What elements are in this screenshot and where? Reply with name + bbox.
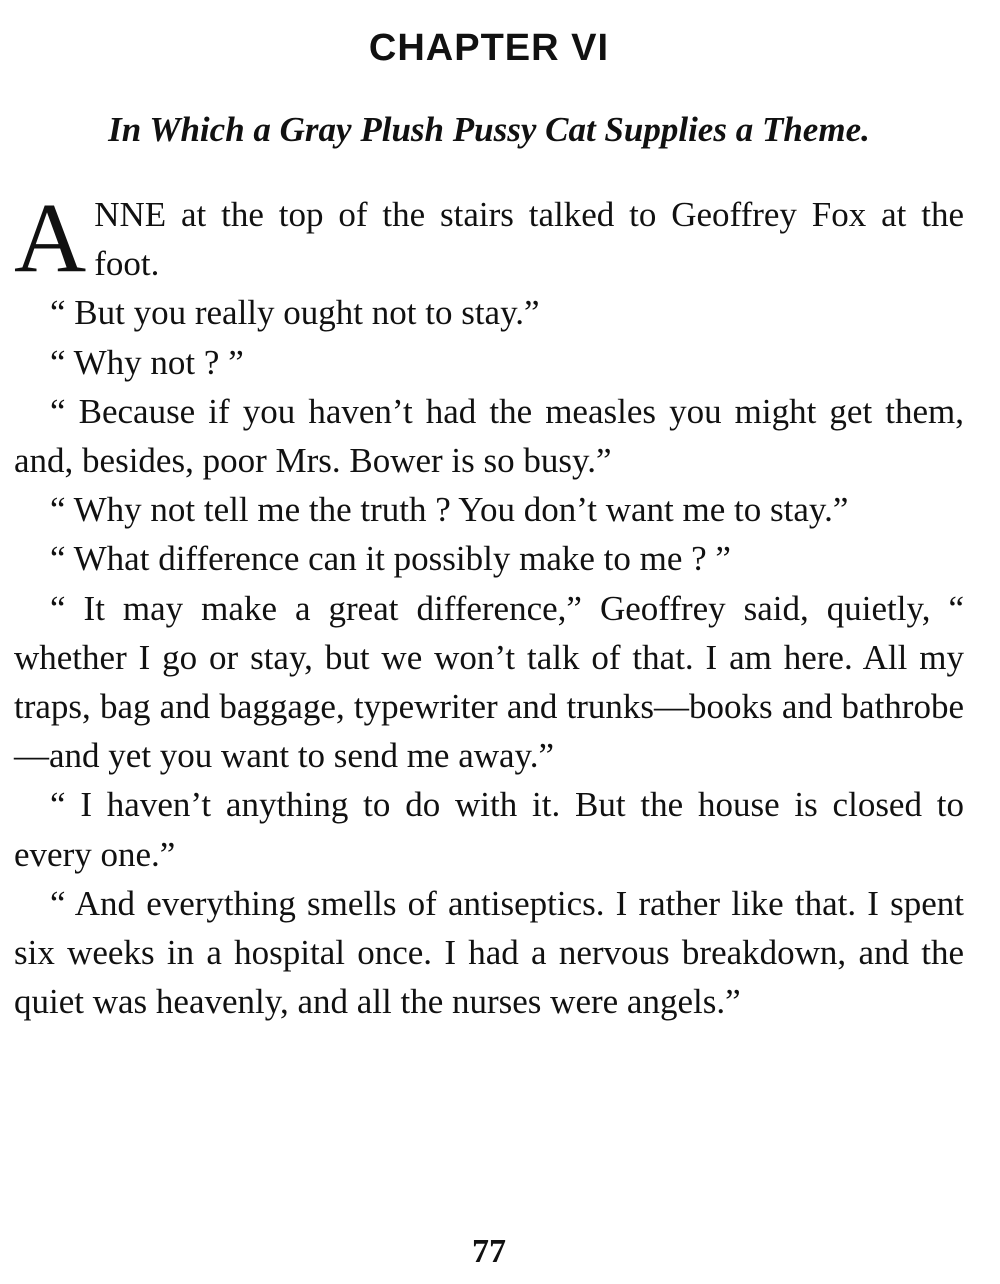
paragraph: “ Why not ? ” — [50, 342, 244, 382]
paragraph — [14, 182, 964, 293]
paragraph: “ Because if you haven’t had the measles you might get them, and, besides, poor Mrs. Bower is so busy.” — [14, 391, 964, 481]
drop-cap: A — [14, 182, 87, 293]
paragraph: “ Why not tell me the truth ? You don’t want me to stay.” — [50, 490, 849, 530]
paragraph: “ But you really ought not to stay.” — [50, 293, 540, 333]
chapter-title: CHAPTER VI — [368, 27, 610, 69]
paragraph: “ What difference can it possibly make to me ? ” — [50, 539, 731, 579]
body-text — [14, 182, 964, 1026]
book-page — [14, 0, 964, 1284]
paragraph: “ I haven’t anything to do with it. But the house is closed to every one.” — [14, 785, 964, 874]
page-number: 77 — [472, 1233, 506, 1270]
paragraph: “ It may make a great difference,” Geoffrey said, quietly, “ whether I go or stay, but we won’t talk of that. I am here. All my traps, bag and baggage, typewriter and trunks—books and bathrobe—and yet you want to send me away.” — [14, 588, 964, 776]
paragraph-text: NNE at the top of the stairs talked to Geoffrey Fox at the foot. — [94, 195, 964, 284]
chapter-subtitle: In Which a Gray Plush Pussy Cat Supplies a Theme. — [108, 110, 870, 149]
paragraph: “ And everything smells of antiseptics. I rather like that. I spent six weeks in a hospital once. I had a nervous breakdown, and the quiet was heavenly, and all the nurses were angels.” — [14, 883, 964, 1022]
